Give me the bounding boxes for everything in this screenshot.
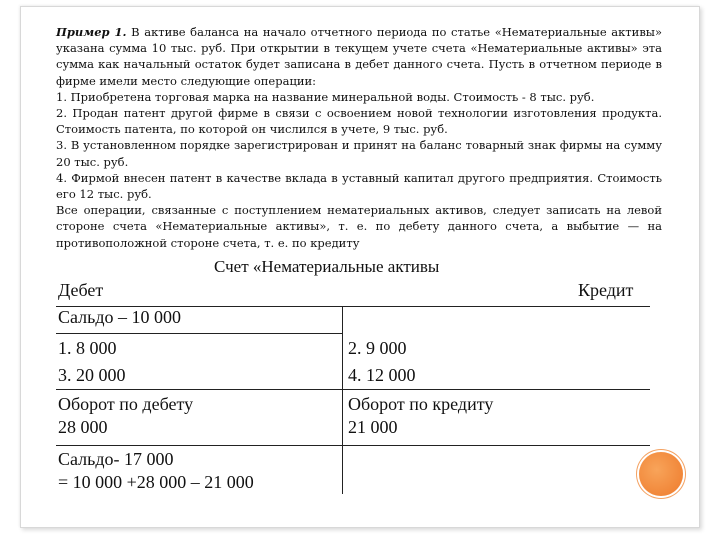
opening-balance: Сальдо – 10 000 [58, 307, 182, 327]
operation-3: 3. В установленном порядке зарегистрирован и принят на баланс товарный знак фирмы на сумму 20 тыс. руб. [56, 138, 662, 169]
operation-1: 1. Приобретена торговая марка на название минеральной воды. Стоимость - 8 тыс. руб. [56, 89, 595, 104]
account-title: Счет «Нематериальные активы [214, 257, 440, 276]
debit-turnover-label: Оборот по дебету [58, 394, 194, 414]
credit-label: Кредит [578, 280, 634, 300]
example-lead: Пример 1. [56, 25, 127, 39]
center-divider [342, 306, 343, 494]
opening-line [56, 333, 342, 334]
debit-turnover-value: 28 000 [58, 417, 108, 437]
credit-turnover-value: 21 000 [348, 417, 398, 437]
debit-label: Дебет [58, 280, 104, 300]
entries-line [56, 389, 650, 390]
credit-entry: 2. 9 000 [348, 338, 407, 358]
decorative-circle [639, 452, 683, 496]
conclusion-paragraph: Все операции, связанные с поступлением нематериальных активов, следует записать на левой стороне счета «Нематериальные активы», т. е. по дебету данного счета, а выбытие — на противоположной стороне счета, т. е. по кредиту [56, 203, 662, 250]
closing-formula: = 10 000 +28 000 – 21 000 [58, 472, 254, 492]
debit-entry: 1. 8 000 [58, 338, 117, 358]
credit-entry: 4. 12 000 [348, 365, 416, 385]
closing-balance: Сальдо- 17 000 [58, 449, 174, 469]
turnover-line [56, 445, 650, 446]
operation-4: 4. Фирмой внесен патент в качестве вклада в уставный капитал другого предприятия. Стоимость его 12 тыс. руб. [56, 170, 662, 202]
t-account-table [56, 306, 650, 494]
example-text [56, 24, 662, 251]
operation-2: 2. Продан патент другой фирме в связи с освоением новой технологии изготовления продукта. Стоимость патента, по которой он числился в учете, 9 тыс. руб. [56, 106, 662, 137]
debit-entry: 3. 20 000 [58, 365, 126, 385]
intro-text: В активе баланса на начало отчетного периода по статье «Нематериальные активы» указана сумма 10 тыс. руб. При открытии в текущем учете счета «Нематериальные активы» эта сумма как начальный остаток будет записана в дебет данного счета. Пусть в отчетном периоде в фирме имели место следующие операции: [56, 25, 662, 88]
credit-turnover-label: Оборот по кредиту [348, 394, 494, 414]
intro-paragraph [56, 24, 662, 89]
